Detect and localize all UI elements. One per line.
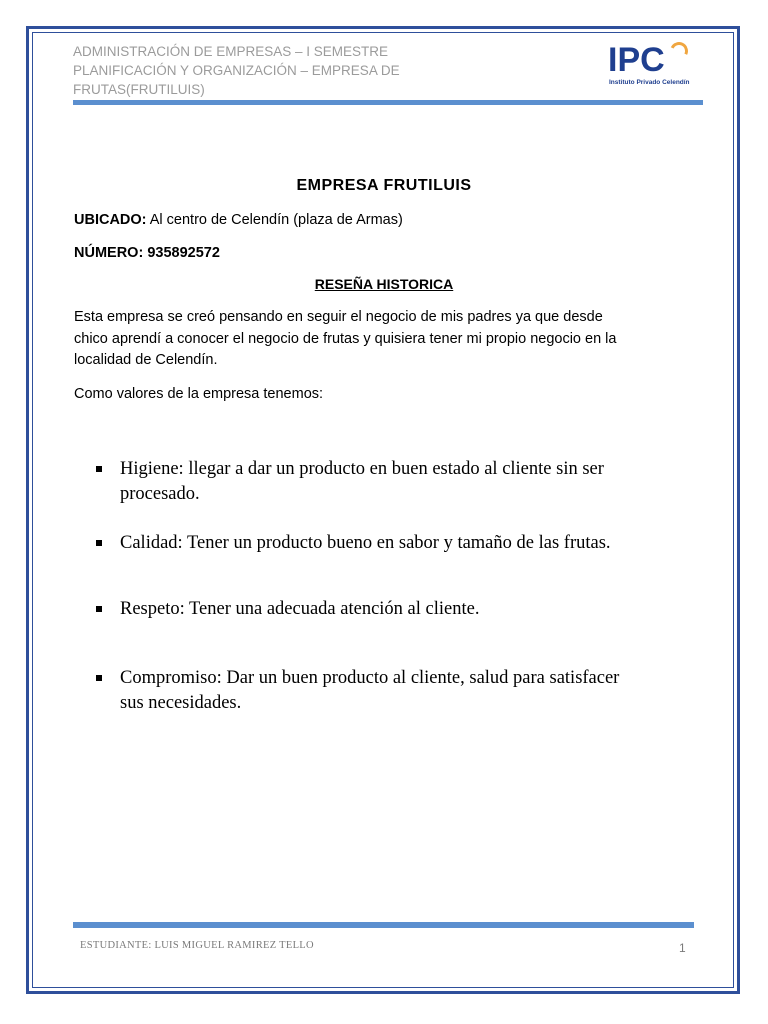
list-item-text: sus necesidades. xyxy=(120,693,242,713)
page-number: 1 xyxy=(679,941,686,955)
bullet-square-icon xyxy=(96,540,102,546)
header-rule xyxy=(73,100,703,105)
list-item-text: procesado. xyxy=(120,484,200,504)
page-border-inner xyxy=(32,32,734,988)
ubicado-label: UBICADO: xyxy=(74,212,147,228)
logo-subtitle: Instituto Privado Celendín xyxy=(609,79,690,86)
paragraph-line: Esta empresa se creó pensando en seguir el negocio de mis padres ya que desde xyxy=(74,309,603,325)
ipc-logo xyxy=(608,40,688,90)
paragraph-line: chico aprendí a conocer el negocio de frutas y quisiera tener mi propio negocio en la xyxy=(74,330,617,347)
numero-value: 935892572 xyxy=(147,245,220,261)
footer-rule xyxy=(73,922,694,928)
bullet-square-icon xyxy=(96,606,102,612)
list-item-text: Higiene: llegar a dar un producto en buen estado al cliente sin ser xyxy=(120,459,604,479)
numero-line xyxy=(74,245,220,261)
list-item-text: Respeto: Tener una adecuada atención al cliente. xyxy=(120,599,480,619)
list-item-text: Compromiso: Dar un buen producto al cliente, salud para satisfacer xyxy=(120,668,620,688)
header-line-2: PLANIFICACIÓN Y ORGANIZACIÓN – EMPRESA DE xyxy=(73,63,400,78)
bullet-square-icon xyxy=(96,466,102,472)
logo-arc-icon xyxy=(667,39,690,62)
paragraph-line: localidad de Celendín. xyxy=(74,352,218,368)
document-header xyxy=(73,42,403,99)
list-item-text: Calidad: Tener un producto bueno en sabor y tamaño de las frutas. xyxy=(120,533,611,553)
header-line-3: FRUTAS(FRUTILUIS) xyxy=(73,82,205,97)
numero-label: NÚMERO: xyxy=(74,245,144,261)
header-line-1: ADMINISTRACIÓN DE EMPRESAS – I SEMESTRE xyxy=(73,44,389,59)
values-intro: Como valores de la empresa tenemos: xyxy=(74,386,324,402)
section-subtitle: RESEÑA HISTORICA xyxy=(314,276,454,292)
logo-text: IPC xyxy=(608,41,665,79)
bullet-square-icon xyxy=(96,675,102,681)
ubicado-value: Al centro de Celendín (plaza de Armas) xyxy=(149,212,403,228)
footer-student: ESTUDIANTE: LUIS MIGUEL RAMIREZ TELLO xyxy=(80,940,314,951)
history-paragraph xyxy=(74,307,704,372)
ubicado-line xyxy=(74,212,403,228)
document-title: EMPRESA FRUTILUIS xyxy=(296,177,472,194)
